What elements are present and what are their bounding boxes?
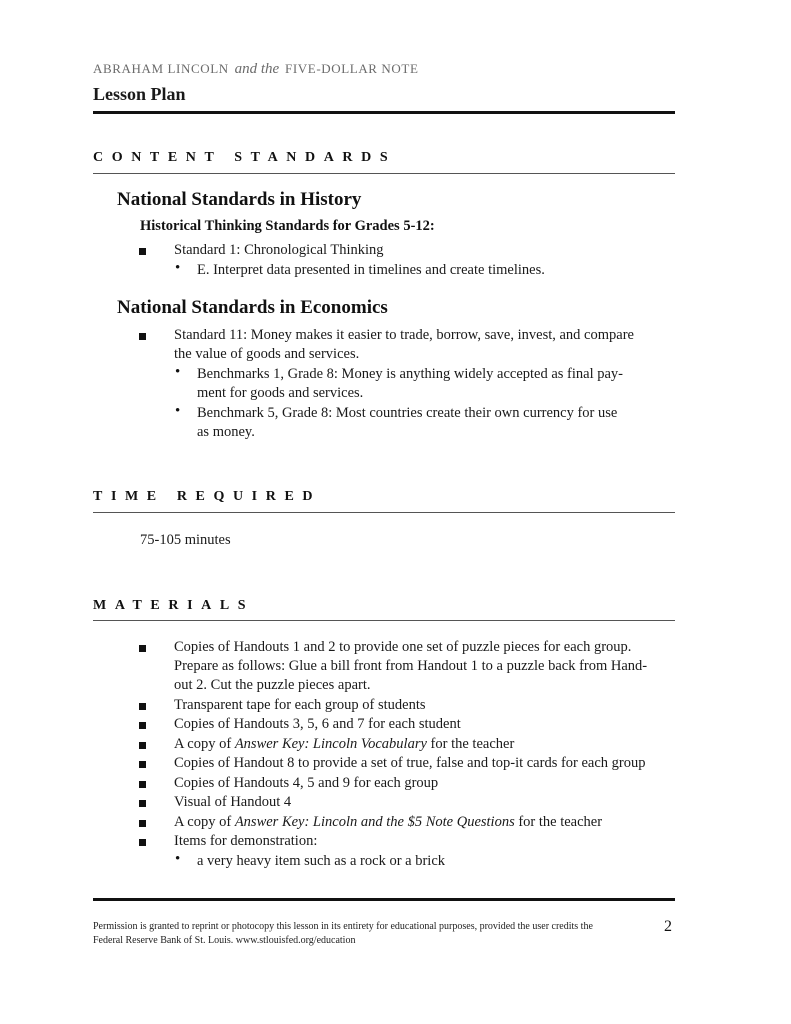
economics-benchmark-line: Benchmark 5, Grade 8: Most countries create their own currency for use (197, 405, 618, 421)
economics-benchmark-line: as money. (197, 424, 255, 440)
materials-item: A copy of Answer Key: Lincoln Vocabulary for the teacher (174, 736, 515, 752)
section-heading-content-standards: CONTENT STANDARDS (93, 150, 397, 165)
square-bullet-icon (139, 761, 146, 768)
time-required-value: 75-105 minutes (140, 532, 231, 548)
materials-item: Items for demonstration: (174, 833, 318, 849)
section-divider (93, 620, 675, 621)
header-divider (93, 111, 675, 114)
materials-item: Copies of Handout 8 to provide a set of true, false and top-it cards for each group (174, 755, 646, 771)
series-title-right: FIVE-DOLLAR NOTE (285, 61, 419, 76)
section-heading-materials: MATERIALS (93, 598, 255, 613)
section-divider (93, 173, 675, 174)
materials-item: Copies of Handouts 3, 5, 6 and 7 for each student (174, 716, 461, 732)
materials-item: Copies of Handouts 1 and 2 to provide one set of puzzle pieces for each group. (174, 639, 632, 655)
economics-standard-line: the value of goods and services. (174, 346, 360, 362)
permission-notice-line: Permission is granted to reprint or photocopy this lesson in its entirety for educational purposes, provided the user credits the (93, 921, 593, 932)
square-bullet-icon (139, 800, 146, 807)
materials-item-continuation: Prepare as follows: Glue a bill front from Handout 1 to a puzzle back from Hand- (174, 658, 648, 674)
materials-item: Visual of Handout 4 (174, 794, 292, 810)
section-heading-time-required: TIME REQUIRED (93, 489, 322, 504)
section-divider (93, 512, 675, 513)
footer-divider (93, 898, 675, 901)
page-number: 2 (664, 918, 672, 935)
economics-standards-title: National Standards in Economics (117, 297, 388, 318)
history-standard-subitem: E. Interpret data presented in timelines and create timelines. (197, 262, 545, 278)
materials-item: Copies of Handouts 4, 5 and 9 for each group (174, 775, 439, 791)
answer-key-title: Answer Key: Lincoln and the $5 Note Questions (234, 814, 515, 830)
materials-subitem: a very heavy item such as a rock or a brick (197, 853, 446, 869)
permission-notice (93, 920, 633, 947)
economics-benchmark-line: Benchmarks 1, Grade 8: Money is anything widely accepted as final pay- (197, 366, 624, 382)
round-bullet-icon: • (175, 851, 181, 867)
materials-item-continuation: out 2. Cut the puzzle pieces apart. (174, 677, 371, 693)
series-title-left: ABRAHAM LINCOLN (93, 61, 229, 76)
square-bullet-icon (139, 645, 146, 652)
history-standards-subtitle: Historical Thinking Standards for Grades 5-12: (140, 218, 435, 234)
round-bullet-icon: • (175, 260, 181, 276)
document-type-title: Lesson Plan (93, 84, 186, 104)
permission-notice-line: Federal Reserve Bank of St. Louis. www.stlouisfed.org/education (93, 934, 356, 946)
round-bullet-icon: • (175, 364, 181, 380)
round-bullet-icon: • (175, 403, 181, 419)
square-bullet-icon (139, 742, 146, 749)
economics-benchmark-line: ment for goods and services. (197, 385, 364, 401)
materials-item: Transparent tape for each group of students (174, 697, 426, 713)
economics-standard-line: Standard 11: Money makes it easier to trade, borrow, save, invest, and compare (174, 327, 634, 343)
square-bullet-icon (139, 333, 146, 340)
square-bullet-icon (139, 839, 146, 846)
square-bullet-icon (139, 781, 146, 788)
history-standards-title: National Standards in History (117, 189, 362, 210)
square-bullet-icon (139, 703, 146, 710)
square-bullet-icon (139, 248, 146, 255)
series-title (93, 61, 419, 78)
materials-item: A copy of Answer Key: Lincoln and the $5 Note Questions for the teacher (174, 814, 603, 830)
square-bullet-icon (139, 820, 146, 827)
answer-key-title: Answer Key: Lincoln Vocabulary (234, 736, 427, 752)
history-standard-item: Standard 1: Chronological Thinking (174, 242, 384, 258)
square-bullet-icon (139, 722, 146, 729)
series-title-connector: and the (234, 61, 280, 77)
